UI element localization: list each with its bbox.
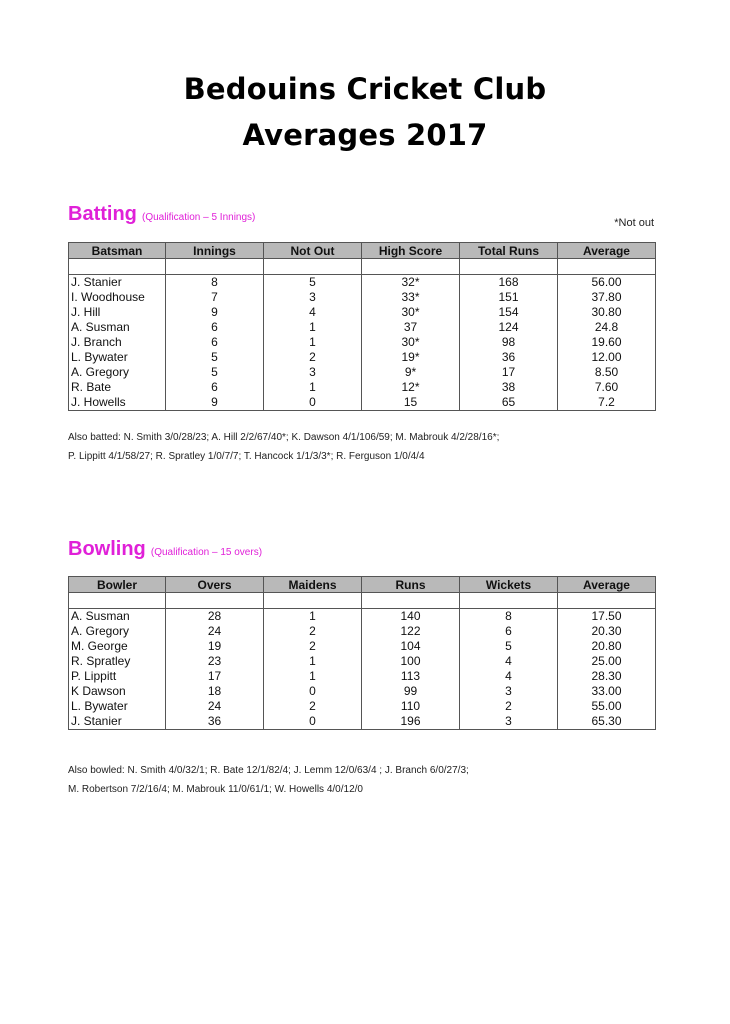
empty-cell	[460, 593, 558, 609]
table-row	[69, 395, 656, 411]
empty-cell	[362, 259, 460, 275]
stat-cell: 9*	[362, 365, 460, 380]
column-header: High Score	[362, 243, 460, 259]
stat-cell: 3	[264, 290, 362, 305]
player-name-cell: J. Howells	[69, 395, 166, 411]
player-name-cell: J. Hill	[69, 305, 166, 320]
page-title: Bedouins Cricket Club	[183, 72, 547, 106]
stat-cell: 7	[166, 290, 264, 305]
also-batted-note	[68, 428, 668, 466]
bowling-title: Bowling	[68, 538, 146, 560]
stat-cell: 99	[362, 684, 460, 699]
spacer-row	[69, 259, 656, 275]
stat-cell: 20.80	[558, 639, 656, 654]
player-name-cell: A. Gregory	[69, 365, 166, 380]
empty-cell	[264, 593, 362, 609]
bowling-table	[68, 576, 656, 730]
column-header: Runs	[362, 577, 460, 593]
batting-body	[69, 259, 656, 411]
player-name-cell: L. Bywater	[69, 699, 166, 714]
batting-title: Batting	[68, 203, 137, 225]
stat-cell: 8	[166, 275, 264, 291]
stat-cell: 30*	[362, 335, 460, 350]
empty-cell	[460, 259, 558, 275]
stat-cell: 3	[460, 684, 558, 699]
bowling-body	[69, 593, 656, 730]
stat-cell: 6	[460, 624, 558, 639]
spacer-row	[69, 593, 656, 609]
stat-cell: 20.30	[558, 624, 656, 639]
stat-cell: 28.30	[558, 669, 656, 684]
stat-cell: 124	[460, 320, 558, 335]
player-name-cell: J. Branch	[69, 335, 166, 350]
empty-cell	[362, 593, 460, 609]
batting-qualification: (Qualification – 5 Innings)	[141, 212, 256, 223]
stat-cell: 28	[166, 609, 264, 625]
stat-cell: 196	[362, 714, 460, 730]
column-header: Average	[558, 243, 656, 259]
stat-cell: 5	[166, 365, 264, 380]
table-row	[69, 639, 656, 654]
empty-cell	[69, 593, 166, 609]
stat-cell: 65.30	[558, 714, 656, 730]
also-bowled-line: M. Robertson 7/2/16/4; M. Mabrouk 11/0/61/1; W. Howells 4/0/12/0	[68, 784, 363, 795]
player-name-cell: J. Stanier	[69, 275, 166, 291]
stat-cell: 3	[264, 365, 362, 380]
player-name-cell: L. Bywater	[69, 350, 166, 365]
player-name-cell: A. Susman	[69, 609, 166, 625]
player-name-cell: R. Bate	[69, 380, 166, 395]
stat-cell: 6	[166, 320, 264, 335]
stat-cell: 1	[264, 335, 362, 350]
player-name-cell: P. Lippitt	[69, 669, 166, 684]
stat-cell: 1	[264, 609, 362, 625]
stat-cell: 104	[362, 639, 460, 654]
stat-cell: 8	[460, 609, 558, 625]
stat-cell: 9	[166, 395, 264, 411]
stat-cell: 5	[264, 275, 362, 291]
stat-cell: 17.50	[558, 609, 656, 625]
stat-cell: 2	[264, 350, 362, 365]
not-out-note: *Not out	[614, 217, 654, 229]
batting-heading	[68, 203, 255, 226]
stat-cell: 33*	[362, 290, 460, 305]
column-header: Average	[558, 577, 656, 593]
stat-cell: 18	[166, 684, 264, 699]
stat-cell: 37.80	[558, 290, 656, 305]
table-row	[69, 305, 656, 320]
table-row	[69, 335, 656, 350]
stat-cell: 100	[362, 654, 460, 669]
stat-cell: 140	[362, 609, 460, 625]
stat-cell: 25.00	[558, 654, 656, 669]
also-batted-line: P. Lippitt 4/1/58/27; R. Spratley 1/0/7/7; T. Hancock 1/1/3/3*; R. Ferguson 1/0/4/4	[68, 451, 425, 462]
stat-cell: 30*	[362, 305, 460, 320]
table-row	[69, 320, 656, 335]
column-header: Maidens	[264, 577, 362, 593]
table-row	[69, 624, 656, 639]
also-bowled-line: Also bowled: N. Smith 4/0/32/1; R. Bate 12/1/82/4; J. Lemm 12/0/63/4 ; J. Branch 6/0/27/3;	[68, 765, 469, 776]
player-name-cell: K Dawson	[69, 684, 166, 699]
stat-cell: 19	[166, 639, 264, 654]
table-row	[69, 380, 656, 395]
stat-cell: 55.00	[558, 699, 656, 714]
empty-cell	[166, 593, 264, 609]
stat-cell: 8.50	[558, 365, 656, 380]
stat-cell: 122	[362, 624, 460, 639]
stat-cell: 4	[264, 305, 362, 320]
stat-cell: 24	[166, 624, 264, 639]
stat-cell: 7.60	[558, 380, 656, 395]
batting-table	[68, 242, 656, 411]
stat-cell: 0	[264, 714, 362, 730]
table-row	[69, 609, 656, 625]
empty-cell	[558, 259, 656, 275]
stat-cell: 12*	[362, 380, 460, 395]
empty-cell	[264, 259, 362, 275]
stat-cell: 4	[460, 654, 558, 669]
column-header: Not Out	[264, 243, 362, 259]
stat-cell: 1	[264, 654, 362, 669]
stat-cell: 24.8	[558, 320, 656, 335]
column-header: Wickets	[460, 577, 558, 593]
player-name-cell: A. Susman	[69, 320, 166, 335]
player-name-cell: I. Woodhouse	[69, 290, 166, 305]
stat-cell: 5	[166, 350, 264, 365]
stat-cell: 154	[460, 305, 558, 320]
empty-cell	[166, 259, 264, 275]
stat-cell: 98	[460, 335, 558, 350]
stat-cell: 7.2	[558, 395, 656, 411]
column-header: Batsman	[69, 243, 166, 259]
stat-cell: 17	[166, 669, 264, 684]
stat-cell: 32*	[362, 275, 460, 291]
stat-cell: 36	[460, 350, 558, 365]
bowling-header-row	[69, 577, 656, 593]
stat-cell: 110	[362, 699, 460, 714]
stat-cell: 3	[460, 714, 558, 730]
stat-cell: 6	[166, 335, 264, 350]
bowling-qualification: (Qualification – 15 overs)	[150, 547, 263, 558]
table-row	[69, 714, 656, 730]
player-name-cell: M. George	[69, 639, 166, 654]
table-row	[69, 290, 656, 305]
stat-cell: 2	[460, 699, 558, 714]
stat-cell: 0	[264, 395, 362, 411]
column-header: Total Runs	[460, 243, 558, 259]
stat-cell: 151	[460, 290, 558, 305]
also-batted-line: Also batted: N. Smith 3/0/28/23; A. Hill 2/2/67/40*; K. Dawson 4/1/106/59; M. Mabrouk 4/2/28/16*;	[68, 432, 500, 443]
stat-cell: 4	[460, 669, 558, 684]
stat-cell: 0	[264, 684, 362, 699]
player-name-cell: J. Stanier	[69, 714, 166, 730]
empty-cell	[69, 259, 166, 275]
table-row	[69, 275, 656, 291]
stat-cell: 1	[264, 380, 362, 395]
column-header: Innings	[166, 243, 264, 259]
also-bowled-note	[68, 761, 668, 799]
stat-cell: 19*	[362, 350, 460, 365]
player-name-cell: R. Spratley	[69, 654, 166, 669]
column-header: Overs	[166, 577, 264, 593]
bowling-heading	[68, 538, 262, 561]
stat-cell: 38	[460, 380, 558, 395]
table-row	[69, 684, 656, 699]
empty-cell	[558, 593, 656, 609]
stat-cell: 5	[460, 639, 558, 654]
stat-cell: 12.00	[558, 350, 656, 365]
stat-cell: 1	[264, 320, 362, 335]
stat-cell: 30.80	[558, 305, 656, 320]
page-subtitle: Averages 2017	[242, 118, 488, 152]
stat-cell: 17	[460, 365, 558, 380]
stat-cell: 15	[362, 395, 460, 411]
stat-cell: 2	[264, 699, 362, 714]
stat-cell: 19.60	[558, 335, 656, 350]
stat-cell: 37	[362, 320, 460, 335]
stat-cell: 24	[166, 699, 264, 714]
stat-cell: 2	[264, 624, 362, 639]
table-row	[69, 669, 656, 684]
stat-cell: 113	[362, 669, 460, 684]
stat-cell: 168	[460, 275, 558, 291]
column-header: Bowler	[69, 577, 166, 593]
stat-cell: 2	[264, 639, 362, 654]
stat-cell: 6	[166, 380, 264, 395]
stat-cell: 36	[166, 714, 264, 730]
stat-cell: 56.00	[558, 275, 656, 291]
table-row	[69, 699, 656, 714]
table-row	[69, 654, 656, 669]
stat-cell: 9	[166, 305, 264, 320]
table-row	[69, 365, 656, 380]
player-name-cell: A. Gregory	[69, 624, 166, 639]
stat-cell: 23	[166, 654, 264, 669]
table-row	[69, 350, 656, 365]
stat-cell: 33.00	[558, 684, 656, 699]
stat-cell: 1	[264, 669, 362, 684]
stat-cell: 65	[460, 395, 558, 411]
batting-header-row	[69, 243, 656, 259]
